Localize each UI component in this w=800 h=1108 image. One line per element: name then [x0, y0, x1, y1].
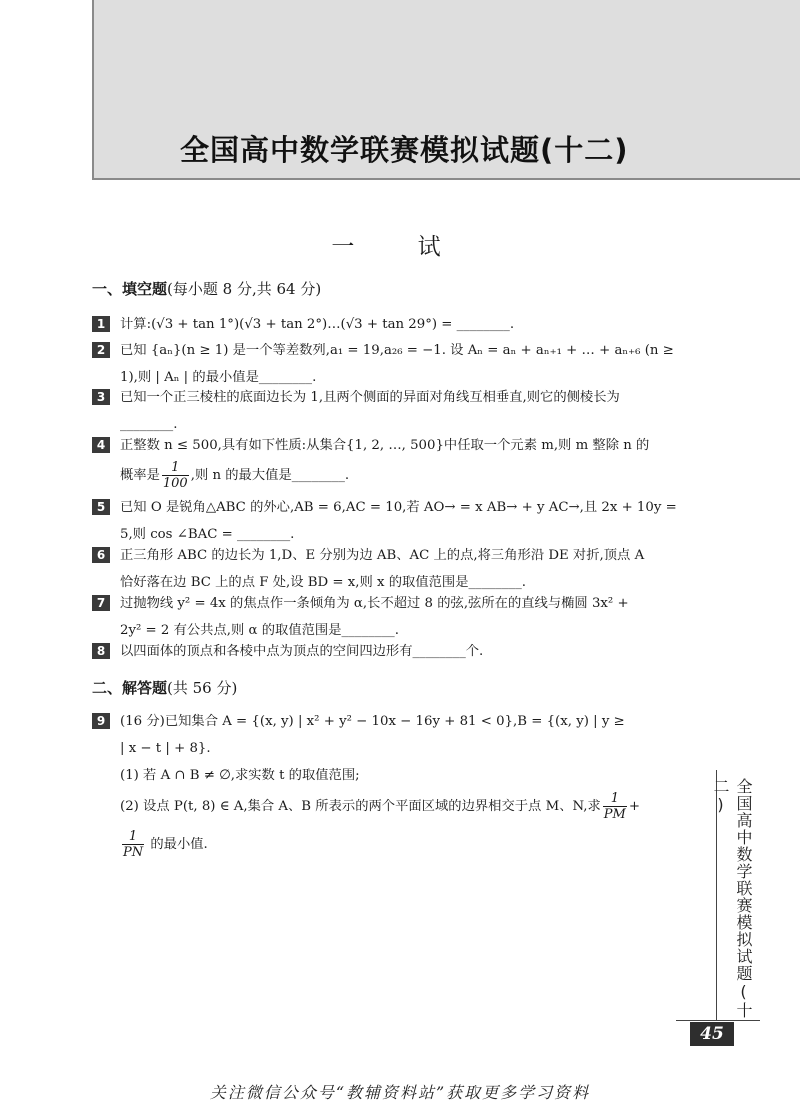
problem-text: 2y² = 2 有公共点,则 α 的取值范围是________. [120, 623, 399, 638]
problem-number: 8 [92, 643, 110, 659]
problem-number: 6 [92, 547, 110, 563]
fraction-numerator: 1 [603, 791, 627, 807]
fraction-numerator: 1 [122, 829, 144, 845]
problem-text: (16 分)已知集合 A = {(x, y) | x² + y² − 10x − 16y + 81 < 0},B = {(x, y) | y ≥ [120, 714, 625, 729]
section-heading-solve [92, 677, 237, 698]
problem-6 [92, 542, 712, 596]
problem-text: 正整数 n ≤ 500,具有如下性质:从集合{1, 2, …, 500}中任取一个元素 m,则 m 整除 n 的 [120, 438, 650, 453]
fraction-numerator: 1 [162, 460, 189, 476]
text-fragment: 概率是 [120, 468, 160, 483]
fraction-denominator: 100 [162, 476, 188, 491]
section-note: (共 56 分) [167, 679, 238, 697]
fraction [122, 829, 144, 860]
page-title: 全国高中数学联赛模拟试题(十二) [180, 133, 629, 167]
divider [676, 1020, 760, 1021]
problem-8 [92, 638, 712, 665]
problem-number: 3 [92, 389, 110, 405]
page-number: 45 [690, 1022, 734, 1046]
section-label: 二、解答题 [92, 679, 168, 697]
problem-text: 以四面体的顶点和各棱中点为顶点的空间四边形有________个. [120, 644, 484, 659]
problem-text: 恰好落在边 BC 上的点 F 处,设 BD = x,则 x 的取值范围是________. [120, 575, 526, 590]
problem-number: 4 [92, 437, 110, 453]
problem-3 [92, 384, 712, 438]
problem-part-2-continued [120, 825, 712, 865]
paper-subtitle: 一 试 [331, 234, 469, 260]
fraction-denominator: PN [123, 845, 144, 860]
problem-4 [92, 432, 712, 493]
problem-text: 计算:(√3 + tan 1°)(√3 + tan 2°)…(√3 + tan 29°) = ________. [120, 317, 515, 332]
problem-5 [92, 494, 712, 548]
plus-sign: + [628, 799, 641, 814]
problem-text: 正三角形 ABC 的边长为 1,D、E 分别为边 AB、AC 上的点,将三角形沿 DE 对折,顶点 A [120, 548, 645, 563]
fraction [162, 460, 189, 491]
problem-text: | x − t | + 8}. [120, 741, 211, 756]
problem-text: 已知一个正三棱柱的底面边长为 1,且两个侧面的异面对角线互相垂直,则它的侧棱长为 [120, 390, 620, 405]
problem-2 [92, 337, 712, 391]
problem-text: 已知 O 是锐角△ABC 的外心,AB = 6,AC = 10,若 AO→ = x AB→ + y AC→,且 2x + 10y = [120, 500, 677, 515]
footer-note: 关注微信公众号“教辅资料站”获取更多学习资料 [209, 1083, 591, 1102]
problem-text: ________. [120, 417, 178, 432]
fraction [603, 791, 627, 822]
side-tab [711, 770, 760, 1020]
problem-part-2 [120, 789, 712, 825]
problem-7 [92, 590, 712, 644]
problem-text: 5,则 cos ∠BAC = ________. [120, 527, 295, 542]
problem-text: 已知 {aₙ}(n ≥ 1) 是一个等差数列,a₁ = 19,a₂₆ = −1. 设 Aₙ = aₙ + aₙ₊₁ + … + aₙ₊₆ (n ≥ [120, 343, 674, 358]
text-fragment: (2) 设点 P(t, 8) ∈ A,集合 A、B 所表示的两个平面区域的边界相交于点 M、N,求 [120, 799, 601, 814]
problem-text [120, 459, 712, 493]
section-note: (每小题 8 分,共 64 分) [167, 280, 322, 298]
problem-part-1: (1) 若 A ∩ B ≠ ∅,求实数 t 的取值范围; [120, 768, 360, 783]
problem-text: 过抛物线 y² = 4x 的焦点作一条倾角为 α,长不超过 8 的弦,弦所在的直线与椭圆 3x² + [120, 596, 629, 611]
problem-number: 1 [92, 316, 110, 332]
text-fragment: 的最小值. [150, 837, 208, 852]
problem-number: 5 [92, 499, 110, 515]
problem-number: 7 [92, 595, 110, 611]
section-heading-fill [92, 278, 321, 299]
problem-number: 2 [92, 342, 110, 358]
problem-1 [92, 311, 712, 338]
text-fragment: ,则 n 的最大值是________. [190, 468, 350, 483]
fraction-denominator: PM [603, 807, 626, 822]
problem-text: 1),则 | Aₙ | 的最小值是________. [120, 370, 317, 385]
side-tab-label: 全国高中数学联赛模拟试题(十二) [711, 778, 753, 1019]
section-label: 一、填空题 [92, 280, 168, 298]
problem-9 [92, 708, 712, 865]
problem-number: 9 [92, 713, 110, 729]
